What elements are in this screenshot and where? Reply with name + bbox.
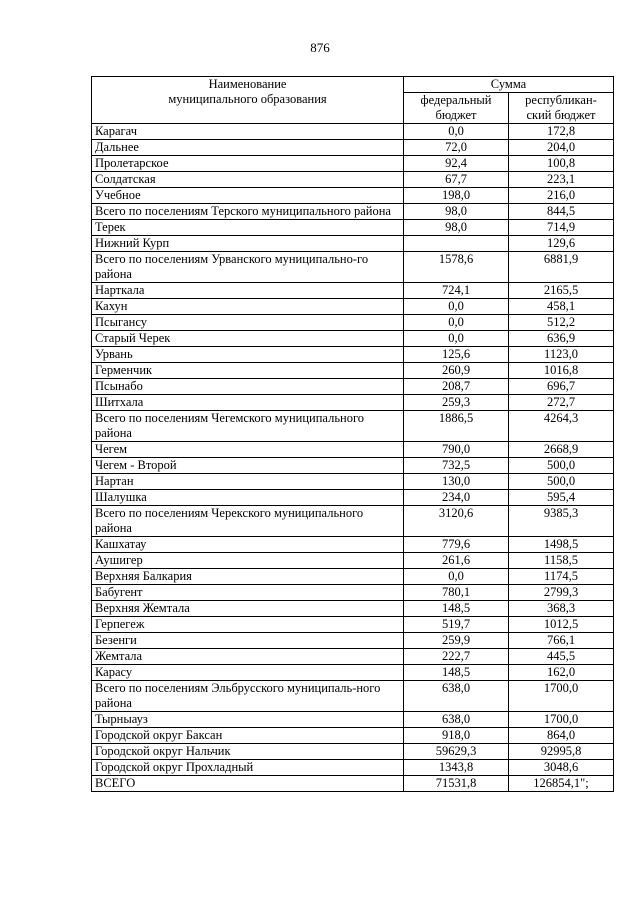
row-republic-cell: 1498,5 bbox=[509, 537, 614, 553]
table-header-row bbox=[92, 77, 614, 93]
row-republic-cell: 595,4 bbox=[509, 490, 614, 506]
row-name-cell: Герпегеж bbox=[92, 617, 404, 633]
row-republic-cell: 368,3 bbox=[509, 601, 614, 617]
row-name-cell: ВСЕГО bbox=[92, 776, 404, 792]
row-republic-cell: 162,0 bbox=[509, 665, 614, 681]
row-republic-cell: 1123,0 bbox=[509, 347, 614, 363]
table-row bbox=[92, 331, 614, 347]
row-republic-cell: 126854,1"; bbox=[509, 776, 614, 792]
table-row bbox=[92, 617, 614, 633]
table-row bbox=[92, 553, 614, 569]
row-name-cell: Кашхатау bbox=[92, 537, 404, 553]
header-republic-line1: республикан- bbox=[525, 93, 597, 107]
row-name-cell: Карагач bbox=[92, 124, 404, 140]
table-row bbox=[92, 569, 614, 585]
row-republic-cell: 2165,5 bbox=[509, 283, 614, 299]
row-republic-cell: 1174,5 bbox=[509, 569, 614, 585]
row-name-cell: Всего по поселениям Черекского муниципального района bbox=[92, 506, 404, 537]
table-row bbox=[92, 363, 614, 379]
row-name-cell: Терек bbox=[92, 220, 404, 236]
row-federal-cell: 638,0 bbox=[404, 681, 509, 712]
table-row bbox=[92, 299, 614, 315]
header-federal-line2: бюджет bbox=[435, 108, 477, 122]
row-federal-cell bbox=[404, 236, 509, 252]
row-federal-cell: 260,9 bbox=[404, 363, 509, 379]
row-republic-cell: 9385,3 bbox=[509, 506, 614, 537]
row-federal-cell: 71531,8 bbox=[404, 776, 509, 792]
row-name-cell: Чегем bbox=[92, 442, 404, 458]
table-row bbox=[92, 172, 614, 188]
row-name-cell: Верхняя Балкария bbox=[92, 569, 404, 585]
table-row bbox=[92, 315, 614, 331]
table-row bbox=[92, 665, 614, 681]
table-row bbox=[92, 220, 614, 236]
row-federal-cell: 1578,6 bbox=[404, 252, 509, 283]
table-row bbox=[92, 506, 614, 537]
table-row bbox=[92, 601, 614, 617]
table-row bbox=[92, 204, 614, 220]
row-name-cell: Нарткала bbox=[92, 283, 404, 299]
row-federal-cell: 0,0 bbox=[404, 569, 509, 585]
row-name-cell: Учебное bbox=[92, 188, 404, 204]
row-republic-cell: 204,0 bbox=[509, 140, 614, 156]
table-row bbox=[92, 458, 614, 474]
table-row bbox=[92, 156, 614, 172]
row-name-cell: Всего по поселениям Терского муниципального района bbox=[92, 204, 404, 220]
table-row bbox=[92, 537, 614, 553]
row-name-cell: Чегем - Второй bbox=[92, 458, 404, 474]
row-federal-cell: 3120,6 bbox=[404, 506, 509, 537]
row-name-cell: Безенги bbox=[92, 633, 404, 649]
row-name-cell: Псыгансу bbox=[92, 315, 404, 331]
row-federal-cell: 208,7 bbox=[404, 379, 509, 395]
row-republic-cell: 458,1 bbox=[509, 299, 614, 315]
table-row bbox=[92, 712, 614, 728]
row-republic-cell: 172,8 bbox=[509, 124, 614, 140]
row-federal-cell: 148,5 bbox=[404, 601, 509, 617]
table-row bbox=[92, 760, 614, 776]
budget-table bbox=[91, 76, 614, 792]
row-name-cell: Нижний Курп bbox=[92, 236, 404, 252]
row-federal-cell: 259,3 bbox=[404, 395, 509, 411]
row-republic-cell: 129,6 bbox=[509, 236, 614, 252]
row-republic-cell: 4264,3 bbox=[509, 411, 614, 442]
header-municipality-name bbox=[92, 77, 404, 124]
header-name-line1: Наименование bbox=[208, 77, 287, 91]
header-republic-line2: ский бюджет bbox=[526, 108, 596, 122]
table-row bbox=[92, 776, 614, 792]
row-republic-cell: 864,0 bbox=[509, 728, 614, 744]
row-federal-cell: 222,7 bbox=[404, 649, 509, 665]
table-row bbox=[92, 728, 614, 744]
row-federal-cell: 0,0 bbox=[404, 299, 509, 315]
row-name-cell: Тырныауз bbox=[92, 712, 404, 728]
table-row bbox=[92, 283, 614, 299]
table-row bbox=[92, 681, 614, 712]
table-row bbox=[92, 140, 614, 156]
header-federal-line1: федеральный bbox=[420, 93, 492, 107]
row-republic-cell: 512,2 bbox=[509, 315, 614, 331]
row-republic-cell: 3048,6 bbox=[509, 760, 614, 776]
row-name-cell: Аушигер bbox=[92, 553, 404, 569]
row-federal-cell: 92,4 bbox=[404, 156, 509, 172]
row-name-cell: Урвань bbox=[92, 347, 404, 363]
row-federal-cell: 59629,3 bbox=[404, 744, 509, 760]
table-row bbox=[92, 252, 614, 283]
row-name-cell: Пролетарское bbox=[92, 156, 404, 172]
row-name-cell: Городской округ Нальчик bbox=[92, 744, 404, 760]
row-republic-cell: 1016,8 bbox=[509, 363, 614, 379]
table-row bbox=[92, 585, 614, 601]
row-republic-cell: 500,0 bbox=[509, 458, 614, 474]
row-federal-cell: 780,1 bbox=[404, 585, 509, 601]
row-republic-cell: 1158,5 bbox=[509, 553, 614, 569]
row-federal-cell: 519,7 bbox=[404, 617, 509, 633]
row-name-cell: Шалушка bbox=[92, 490, 404, 506]
row-federal-cell: 1886,5 bbox=[404, 411, 509, 442]
row-federal-cell: 724,1 bbox=[404, 283, 509, 299]
row-federal-cell: 638,0 bbox=[404, 712, 509, 728]
row-republic-cell: 714,9 bbox=[509, 220, 614, 236]
row-name-cell: Старый Черек bbox=[92, 331, 404, 347]
row-name-cell: Дальнее bbox=[92, 140, 404, 156]
row-republic-cell: 766,1 bbox=[509, 633, 614, 649]
row-republic-cell: 1700,0 bbox=[509, 681, 614, 712]
row-federal-cell: 67,7 bbox=[404, 172, 509, 188]
row-republic-cell: 2668,9 bbox=[509, 442, 614, 458]
row-federal-cell: 125,6 bbox=[404, 347, 509, 363]
table-row bbox=[92, 442, 614, 458]
row-federal-cell: 198,0 bbox=[404, 188, 509, 204]
row-republic-cell: 1700,0 bbox=[509, 712, 614, 728]
row-republic-cell: 216,0 bbox=[509, 188, 614, 204]
row-republic-cell: 2799,3 bbox=[509, 585, 614, 601]
row-name-cell: Кахун bbox=[92, 299, 404, 315]
row-federal-cell: 130,0 bbox=[404, 474, 509, 490]
row-name-cell: Жемтала bbox=[92, 649, 404, 665]
row-republic-cell: 696,7 bbox=[509, 379, 614, 395]
row-federal-cell: 1343,8 bbox=[404, 760, 509, 776]
row-name-cell: Шитхала bbox=[92, 395, 404, 411]
table-row bbox=[92, 633, 614, 649]
table-row bbox=[92, 124, 614, 140]
header-name-line2: муниципального образования bbox=[168, 92, 327, 106]
row-name-cell: Солдатская bbox=[92, 172, 404, 188]
table-row bbox=[92, 236, 614, 252]
row-name-cell: Герменчик bbox=[92, 363, 404, 379]
row-federal-cell: 148,5 bbox=[404, 665, 509, 681]
row-republic-cell: 844,5 bbox=[509, 204, 614, 220]
row-federal-cell: 0,0 bbox=[404, 331, 509, 347]
table-row bbox=[92, 411, 614, 442]
row-federal-cell: 0,0 bbox=[404, 124, 509, 140]
row-name-cell: Всего по поселениям Эльбрусского муниципаль-ного района bbox=[92, 681, 404, 712]
row-federal-cell: 98,0 bbox=[404, 204, 509, 220]
row-name-cell: Нартан bbox=[92, 474, 404, 490]
row-federal-cell: 259,9 bbox=[404, 633, 509, 649]
row-name-cell: Бабугент bbox=[92, 585, 404, 601]
table-row bbox=[92, 347, 614, 363]
row-federal-cell: 918,0 bbox=[404, 728, 509, 744]
row-federal-cell: 261,6 bbox=[404, 553, 509, 569]
row-republic-cell: 1012,5 bbox=[509, 617, 614, 633]
row-name-cell: Карасу bbox=[92, 665, 404, 681]
row-federal-cell: 0,0 bbox=[404, 315, 509, 331]
table-row bbox=[92, 474, 614, 490]
header-republic-budget bbox=[509, 93, 614, 124]
row-republic-cell: 223,1 bbox=[509, 172, 614, 188]
row-federal-cell: 234,0 bbox=[404, 490, 509, 506]
row-republic-cell: 636,9 bbox=[509, 331, 614, 347]
header-federal-budget bbox=[404, 93, 509, 124]
row-name-cell: Верхняя Жемтала bbox=[92, 601, 404, 617]
row-republic-cell: 500,0 bbox=[509, 474, 614, 490]
table-row bbox=[92, 379, 614, 395]
row-federal-cell: 732,5 bbox=[404, 458, 509, 474]
table-row bbox=[92, 490, 614, 506]
row-republic-cell: 100,8 bbox=[509, 156, 614, 172]
row-federal-cell: 779,6 bbox=[404, 537, 509, 553]
row-republic-cell: 445,5 bbox=[509, 649, 614, 665]
page-number: 876 bbox=[310, 40, 330, 55]
row-federal-cell: 790,0 bbox=[404, 442, 509, 458]
table-row bbox=[92, 649, 614, 665]
row-name-cell: Псынабо bbox=[92, 379, 404, 395]
row-republic-cell: 272,7 bbox=[509, 395, 614, 411]
row-name-cell: Всего по поселениям Урванского муниципально-го района bbox=[92, 252, 404, 283]
row-republic-cell: 92995,8 bbox=[509, 744, 614, 760]
header-sum: Сумма bbox=[404, 77, 614, 93]
row-name-cell: Всего по поселениям Чегемского муниципального района bbox=[92, 411, 404, 442]
table-row bbox=[92, 188, 614, 204]
row-name-cell: Городской округ Прохладный bbox=[92, 760, 404, 776]
table-row bbox=[92, 395, 614, 411]
table-row bbox=[92, 744, 614, 760]
row-republic-cell: 6881,9 bbox=[509, 252, 614, 283]
row-federal-cell: 72,0 bbox=[404, 140, 509, 156]
row-federal-cell: 98,0 bbox=[404, 220, 509, 236]
row-name-cell: Городской округ Баксан bbox=[92, 728, 404, 744]
